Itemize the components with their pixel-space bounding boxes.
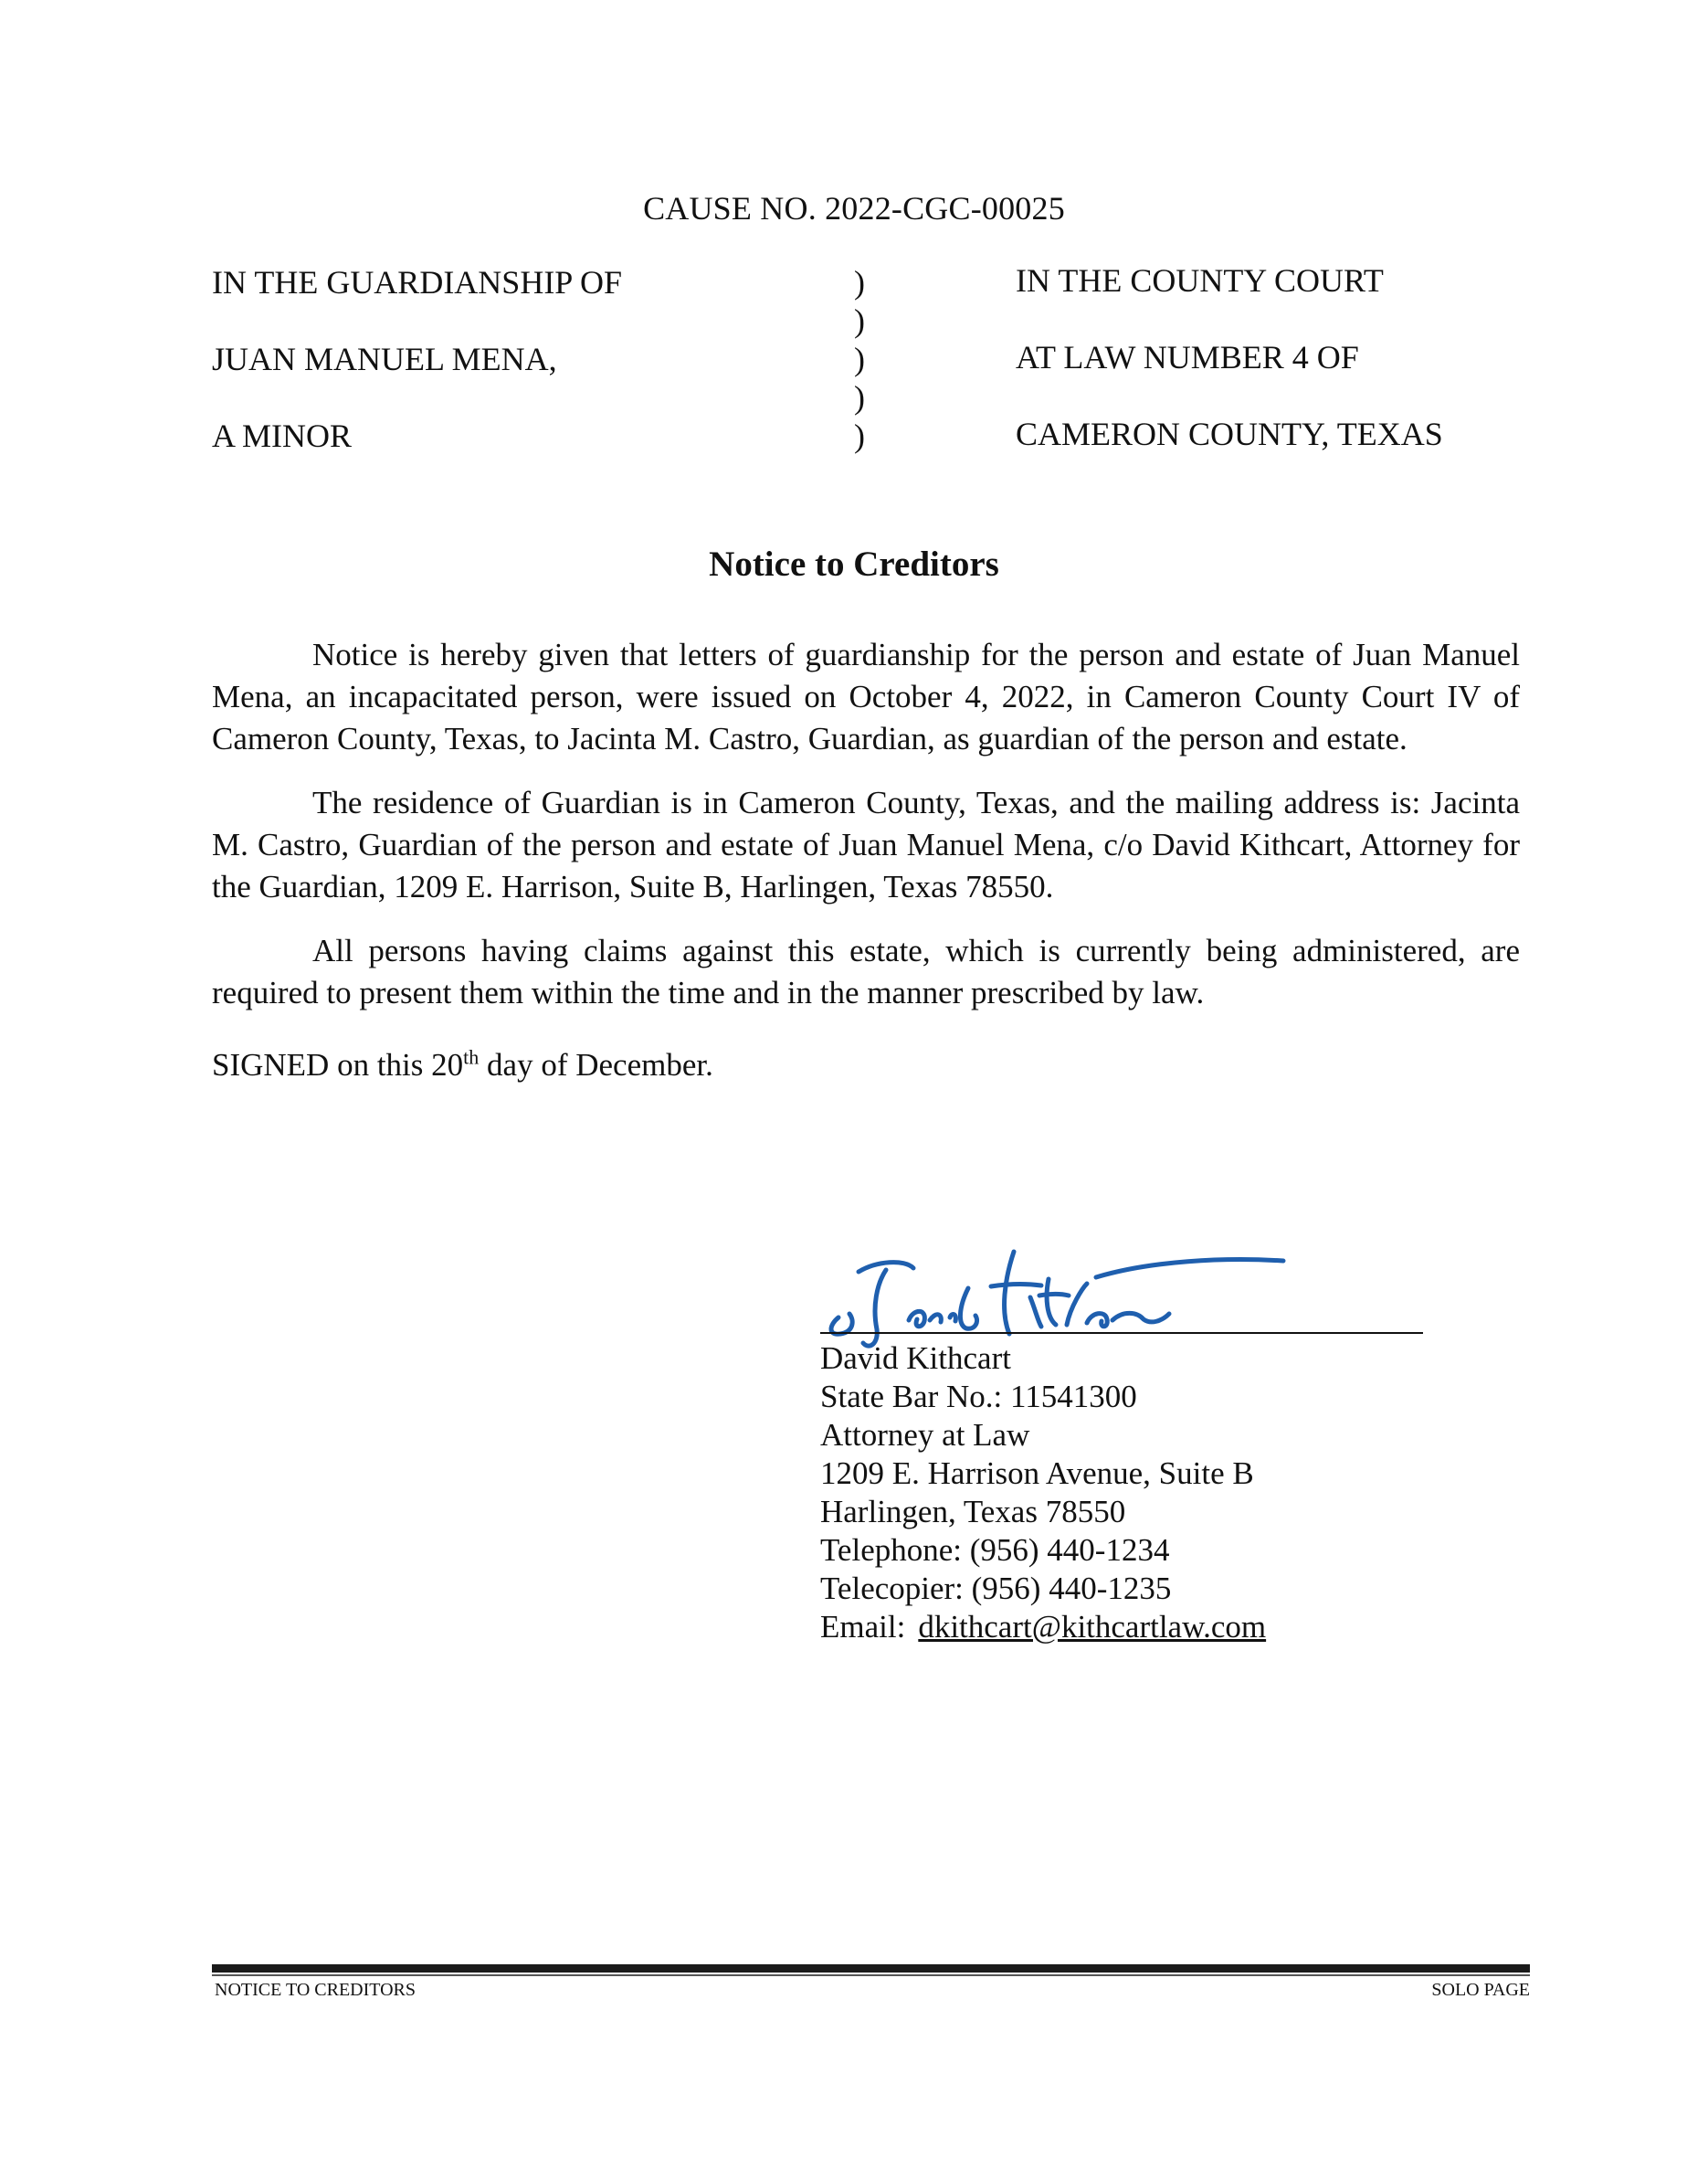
paragraph-letters-issued: Notice is hereby given that letters of guardianship for the person and estate of Juan Manuel Mena, an incapacitated person, were issued on October 4, 2022, in Cameron County Court IV of Cameron County, Texas, to Jacinta M. Castro, Guardian, as guardian of the person and estate. [212, 637, 1520, 756]
handwritten-signature [822, 1233, 1297, 1352]
caption-right-line: CAMERON COUNTY, TEXAS [1016, 416, 1443, 452]
caption-paren: ) [854, 341, 865, 377]
caption-left-line: IN THE GUARDIANSHIP OF [212, 264, 623, 301]
signed-date-line [212, 1047, 713, 1084]
paragraph-residence-address: The residence of Guardian is in Cameron County, Texas, and the mailing address is: Jacinta M. Castro, Guardian of the person and estate of Juan Manuel Mena, c/o David Kithcart, Attorney for the Guardian, 1209 E. Harrison, Suite B, Harlingen, Texas 78550. [212, 785, 1520, 904]
attorney-role: Attorney at Law [820, 1417, 1030, 1453]
document-title: Notice to Creditors [709, 545, 999, 584]
footer-page-label: SOLO PAGE [1431, 1980, 1530, 2000]
attorney-telecopier: Telecopier: (956) 440-1235 [820, 1571, 1172, 1606]
attorney-address-line2: Harlingen, Texas 78550 [820, 1494, 1126, 1529]
caption-paren: ) [854, 302, 865, 339]
caption-right-line: AT LAW NUMBER 4 OF [1016, 339, 1359, 376]
footer-divider [212, 1964, 1530, 1973]
caption-left-line: A MINOR [212, 418, 353, 454]
signed-ordinal-suffix: th [463, 1045, 480, 1069]
signed-rest: day of December. [479, 1047, 713, 1083]
email-link[interactable]: dkithcart@kithcartlaw.com [918, 1609, 1267, 1645]
caption-right-line: IN THE COUNTY COURT [1016, 262, 1384, 299]
attorney-signature-block [820, 1339, 1266, 1646]
paragraph-claims: All persons having claims against this estate, which is currently being administered, are required to present them within the time and in the manner prescribed by law. [212, 933, 1520, 1010]
attorney-address-line1: 1209 E. Harrison Avenue, Suite B [820, 1455, 1254, 1491]
footer-document-name: NOTICE TO CREDITORS [215, 1980, 416, 2000]
caption-paren: ) [854, 264, 865, 301]
attorney-email-line [820, 1608, 1266, 1646]
email-label: Email: [820, 1609, 906, 1645]
footer-divider-thin [212, 1974, 1530, 1976]
caption-paren: ) [854, 379, 865, 416]
cause-number: CAUSE NO. 2022-CGC-00025 [643, 190, 1065, 227]
state-bar-number: State Bar No.: 11541300 [820, 1379, 1137, 1414]
signed-prefix: SIGNED on this 20 [212, 1047, 464, 1083]
signature-line [820, 1332, 1423, 1334]
attorney-name: David Kithcart [820, 1340, 1011, 1376]
caption-paren: ) [854, 418, 865, 454]
attorney-telephone: Telephone: (956) 440-1234 [820, 1532, 1170, 1568]
caption-left-line: JUAN MANUEL MENA, [212, 341, 557, 377]
